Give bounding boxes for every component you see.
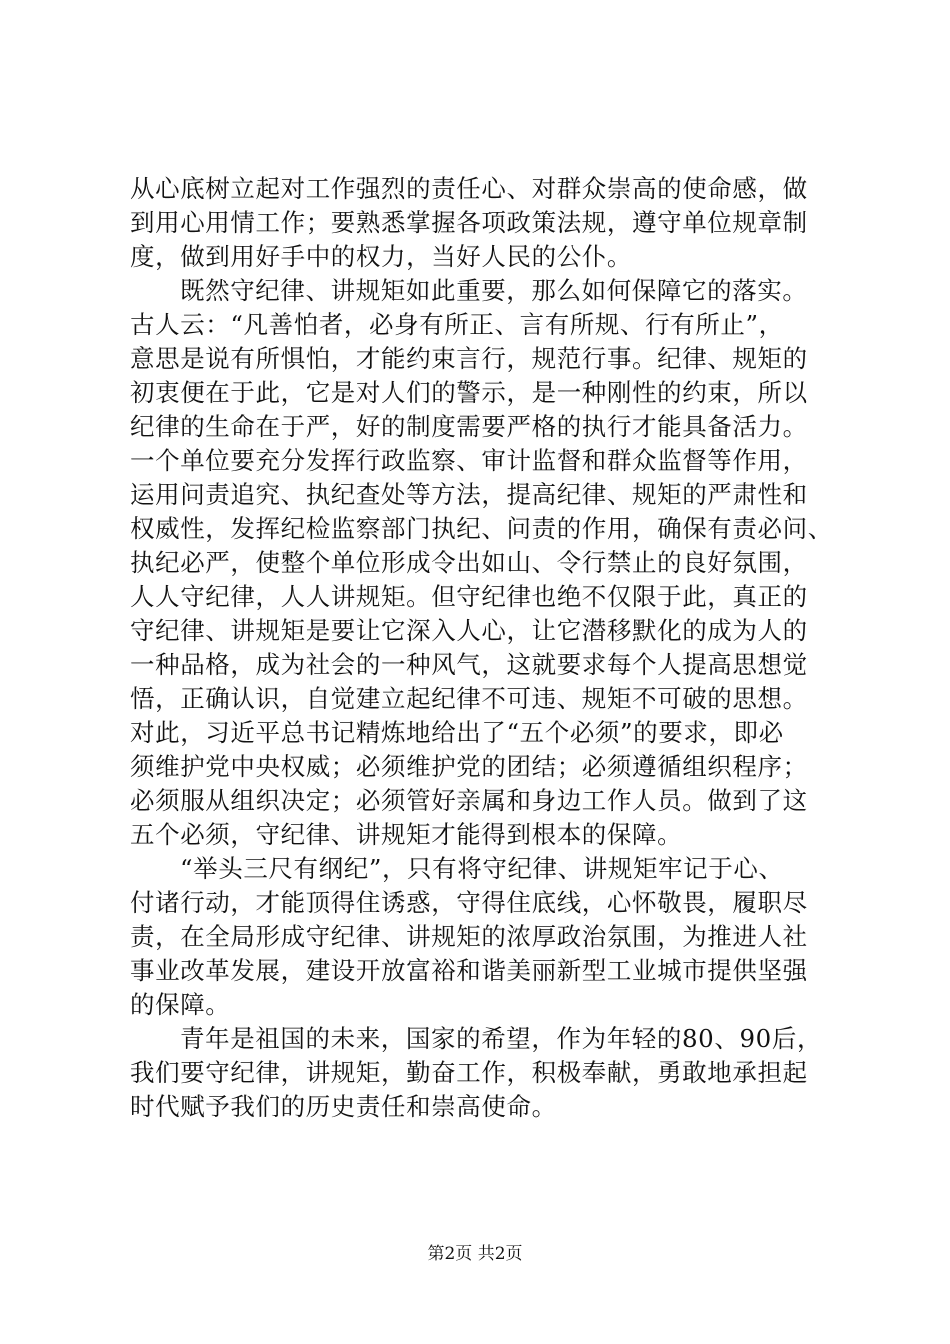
paragraph: [130, 172, 830, 274]
text-line: 执纪必严，使整个单位形成令出如山、令行禁止的良好氛围，: [130, 548, 808, 577]
text-line: 的保障。: [130, 990, 231, 1019]
text-line: 权威性，发挥纪检监察部门执纪、问责的作用，确保有责必问、: [130, 514, 833, 543]
paragraph: [130, 1022, 830, 1124]
text-line: 一种品格，成为社会的一种风气，这就要求每个人提高思想觉: [130, 650, 808, 679]
text-line: 人人守纪律，人人讲规矩。但守纪律也绝不仅限于此，真正的: [130, 582, 808, 611]
text-line: 时代赋予我们的历史责任和崇高使命。: [130, 1092, 557, 1121]
paragraph: [130, 852, 830, 1022]
text-line: 须维护党中央权威；必须维护党的团结；必须遵循组织程序；: [130, 752, 808, 781]
text-line: 运用问责追究、执纪查处等方法，提高纪律、规矩的严肃性和: [130, 480, 808, 509]
document-body: [130, 172, 833, 1124]
text-line: 责，在全局形成守纪律、讲规矩的浓厚政治氛围，为推进人社: [130, 922, 808, 951]
text-line: 到用心用情工作；要熟悉掌握各项政策法规，遵守单位规章制: [130, 208, 808, 237]
text-line: 度，做到用好手中的权力，当好人民的公仆。: [130, 242, 632, 271]
text-line: 既然守纪律、讲规矩如此重要，那么如何保障它的落实。: [180, 276, 808, 305]
text-line: 必须服从组织决定；必须管好亲属和身边工作人员。做到了这: [130, 786, 808, 815]
text-line: “举头三尺有纲纪”，只有将守纪律、讲规矩牢记于心、: [180, 854, 784, 883]
text-line: 我们要守纪律，讲规矩，勤奋工作，积极奉献，勇敢地承担起: [130, 1058, 808, 1087]
text-line: 五个必须，守纪律、讲规矩才能得到根本的保障。: [130, 820, 683, 849]
text-line: 古人云：“凡善怕者，必身有所正、言有所规、行有所止”，: [130, 310, 784, 339]
text-line: 初衷便在于此，它是对人们的警示，是一种刚性的约束，所以: [130, 378, 808, 407]
text-line: 悟，正确认识，自觉建立起纪律不可违、规矩不可破的思想。: [130, 684, 808, 713]
text-line: 守纪律、讲规矩是要让它深入人心，让它潜移默化的成为人的: [130, 616, 808, 645]
text-line: 纪律的生命在于严，好的制度需要严格的执行才能具备活力。: [130, 412, 808, 441]
text-line: 从心底树立起对工作强烈的责任心、对群众崇高的使命感，做: [130, 174, 808, 203]
text-line: 一个单位要充分发挥行政监察、审计监督和群众监督等作用，: [130, 446, 808, 475]
page-number-footer: 第2页 共2页: [427, 1244, 523, 1264]
text-line: 付诸行动，才能顶得住诱惑，守得住底线，心怀敬畏，履职尽: [130, 888, 808, 917]
text-line: 青年是祖国的未来，国家的希望，作为年轻的80、90后，: [180, 1024, 823, 1053]
text-line: 事业改革发展，建设开放富裕和谐美丽新型工业城市提供坚强: [130, 956, 808, 985]
text-line: 对此，习近平总书记精炼地给出了“五个必须”的要求，即必: [130, 718, 784, 747]
paragraph: [130, 274, 833, 852]
text-line: 意思是说有所惧怕，才能约束言行，规范行事。纪律、规矩的: [130, 344, 808, 373]
